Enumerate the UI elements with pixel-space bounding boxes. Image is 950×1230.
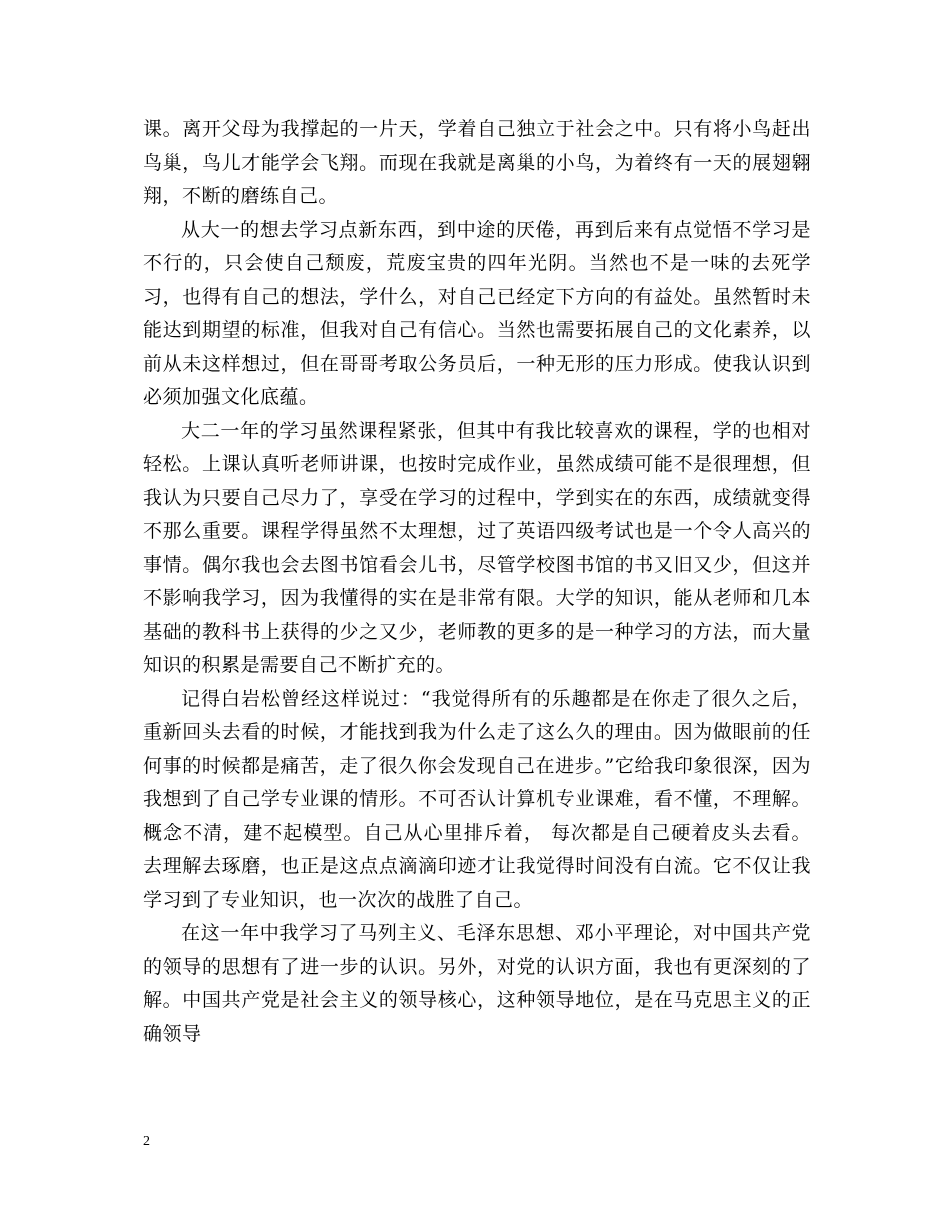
paragraph-3: 大二一年的学习虽然课程紧张，但其中有我比较喜欢的课程，学的也相对轻松。上课认真听老师讲课，也按时完成作业，虽然成绩可能不是很理想，但我认为只要自己尽力了，享受在学习的过程中，学到实在的东西，成绩就变得不那么重要。课程学得虽然不太理想，过了英语四级考试也是一个令人高兴的事情。偶尔我也会去图书馆看会儿书，尽管学校图书馆的书又旧又少，但这并不影响我学习，因为我懂得的实在是非常有限。大学的知识，能从老师和几本基础的教科书上获得的少之又少，老师教的更多的是一种学习的方法，而大量知识的积累是需要自己不断扩充的。 (143, 419, 811, 676)
body-text (143, 113, 811, 1051)
paragraph-1: 课。离开父母为我撑起的一片天，学着自己独立于社会之中。只有将小鸟赶出鸟巢，鸟儿才能学会飞翔。而现在我就是离巢的小鸟，为着终有一天的展翅翱翔，不断的磨练自己。 (143, 118, 811, 207)
paragraph-5: 在这一年中我学习了马列主义、毛泽东思想、邓小平理论，对中国共产党的领导的思想有了进一步的认识。另外，对党的认识方面，我也有更深刻的了解。中国共产党是社会主义的领导核心，这种领导地位，是在马克思主义的正确领导 (143, 922, 811, 1045)
paragraph-2: 从大一的想去学习点新东西，到中途的厌倦，再到后来有点觉悟不学习是不行的，只会使自己颓废，荒废宝贵的四年光阴。当然也不是一味的去死学习，也得有自己的想法，学什么，对自己已经定下方向的有益处。虽然暂时未能达到期望的标准，但我对自己有信心。当然也需要拓展自己的文化素养，以前从未这样想过，但在哥哥考取公务员后，一种无形的压力形成。使我认识到必须加强文化底蕴。 (143, 218, 811, 408)
paragraph-4: 记得白岩松曾经这样说过：“我觉得所有的乐趣都是在你走了很久之后，重新回头去看的时候，才能找到我为什么走了这么久的理由。因为做眼前的任何事的时候都是痛苦，走了很久你会发现自己在进步。”它给我印象很深，因为我想到了自己学专业课的情形。不可否认计算机专业课难，看不懂，不理解。概念不清，建不起模型。自己从心里排斥着， 每次都是自己硬着皮头去看。去理解去琢磨，也正是这点点滴滴印迹才让我觉得时间没有白流。它不仅让我学习到了专业知识，也一次次的战胜了自己。 (143, 687, 811, 911)
page-number: 2 (143, 1134, 150, 1149)
